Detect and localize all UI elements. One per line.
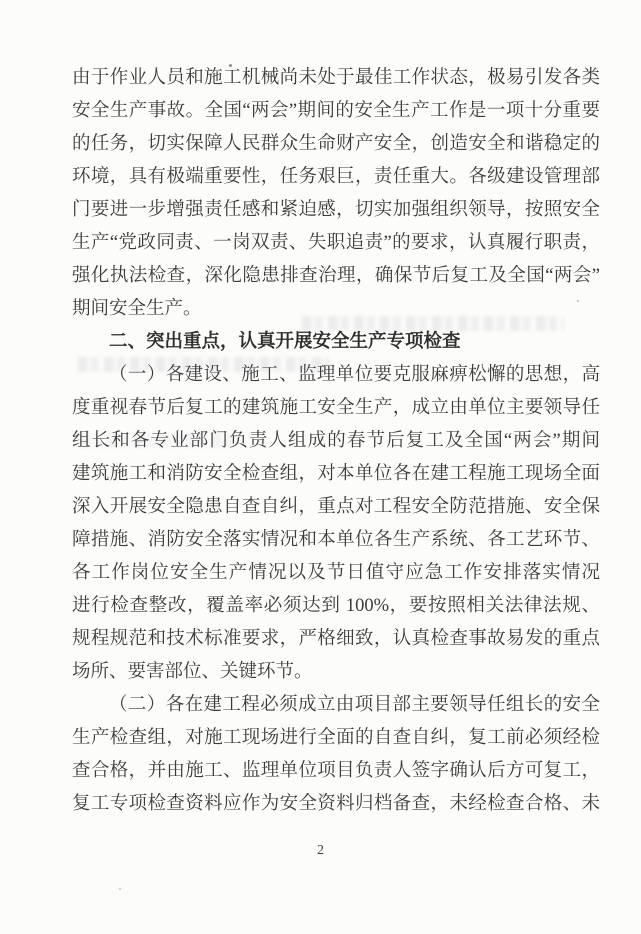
text-line: 度重视春节后复工的建筑施工安全生产，成立由单位主要领导任 [72, 398, 600, 418]
text-line: 查合格，并由施工、监理单位项目负责人签字确认后方可复工， [72, 761, 600, 781]
text-line: 场所、要害部位、关键环节。 [72, 662, 313, 682]
text-line: 规程规范和技术标准要求，严格细致，认真检查事故易发的重点 [72, 629, 600, 649]
text-line: 门要进一步增强责任感和紧迫感，切实加强组织领导，按照安全 [72, 200, 600, 220]
text-line: 复工专项检查资料应作为安全资料归档备查，未经检查合格、未 [72, 794, 600, 814]
page-number: 2 [317, 843, 324, 858]
text-line: 生产检查组，对施工现场进行全面的自查自纠，复工前必须经检 [72, 728, 600, 748]
text-line: 深入开展安全隐患自查自纠，重点对工程安全防范措施、安全保 [72, 497, 600, 517]
text-line: 环境，具有极端重要性，任务艰巨，责任重大。各级建设管理部 [72, 167, 600, 187]
text-line: 障措施、消防安全落实情况和本单位各生产系统、各工艺环节、 [72, 530, 600, 550]
document-body [72, 62, 600, 821]
text-line: 由于作业人员和施工机械尚未处于最佳工作状态，极易引发各类 [72, 68, 600, 88]
text-line: 强化执法检查，深化隐患排查治理，确保节后复工及全国“两会” [72, 266, 600, 286]
text-line: 进行检查整改，覆盖率必须达到 100%，要按照相关法律法规、 [72, 596, 600, 616]
scan-speck [119, 888, 121, 890]
text-line: 期间安全生产。 [72, 299, 202, 319]
section-heading: 二、突出重点，认真开展安全生产专项检查 [109, 332, 461, 352]
text-line: 各工作岗位安全生产情况以及节日值守应急工作安排落实情况 [72, 563, 600, 583]
text-line: （一）各建设、施工、监理单位要克服麻痹松懈的思想，高 [109, 365, 600, 385]
text-line: 组长和各专业部门负责人组成的春节后复工及全国“两会”期间 [72, 431, 600, 451]
text-line: 建筑施工和消防安全检查组，对本单位各在建工程施工现场全面 [72, 464, 600, 484]
text-line: 的任务，切实保障人民群众生命财产安全，创造安全和谐稳定的 [72, 134, 600, 154]
text-line: 安全生产事故。全国“两会”期间的安全生产工作是一项十分重要 [72, 101, 600, 121]
text-line: （二）各在建工程必须成立由项目部主要领导任组长的安全 [109, 695, 600, 715]
text-line: 生产“党政同责、一岗双责、失职追责”的要求，认真履行职责， [72, 233, 600, 253]
